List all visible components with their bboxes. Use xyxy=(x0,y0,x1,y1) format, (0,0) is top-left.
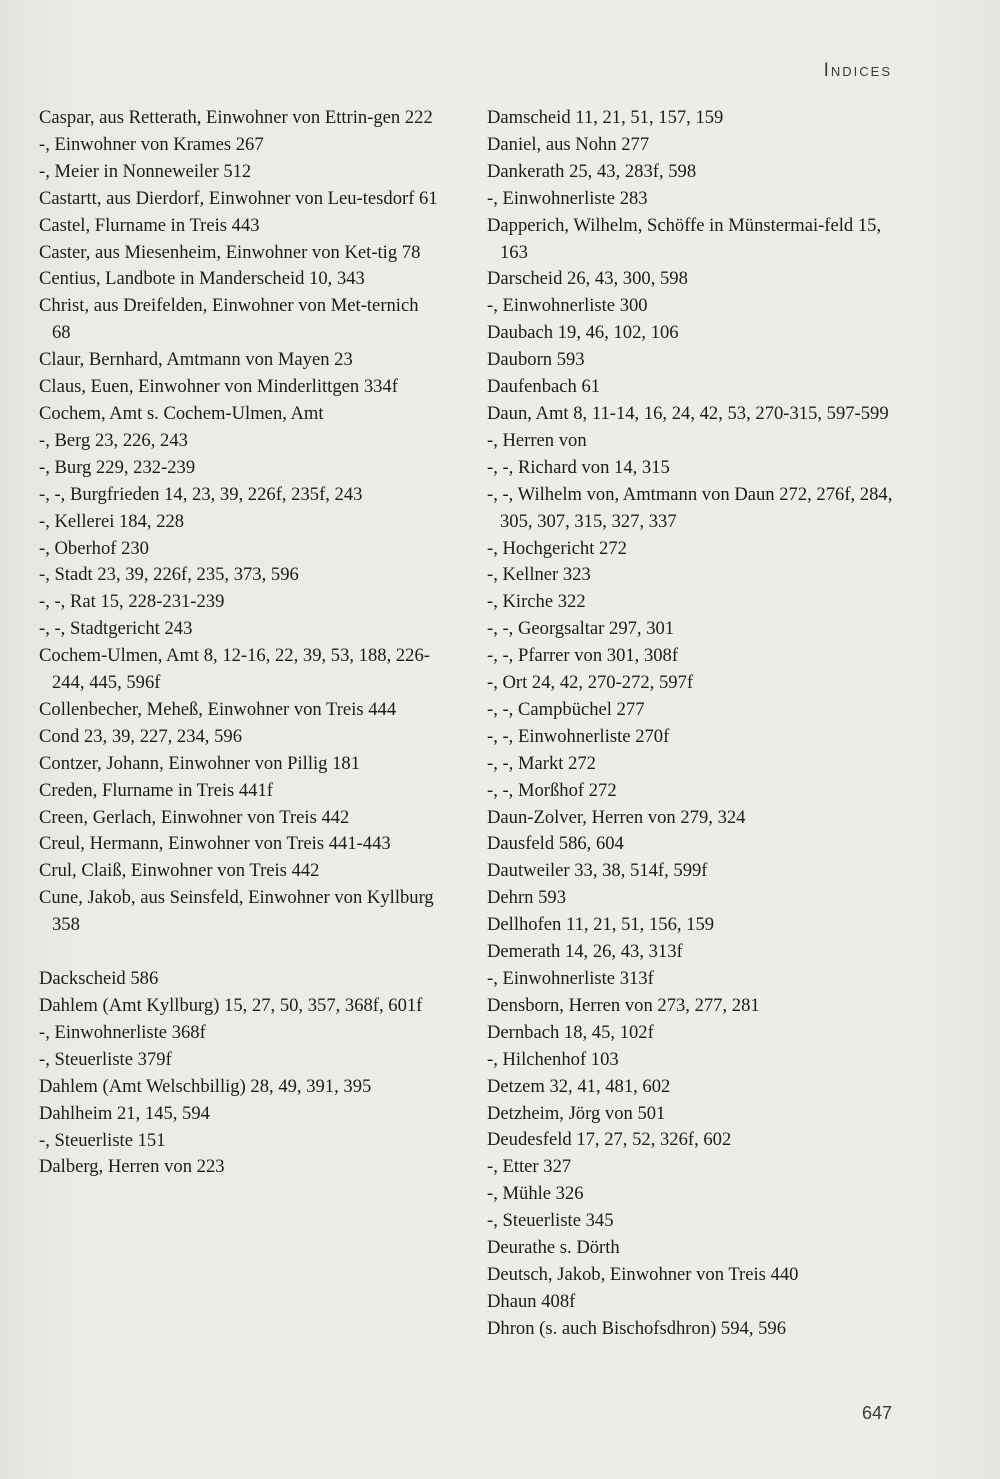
index-entry: Deudesfeld 17, 27, 52, 326f, 602 xyxy=(487,1129,732,1151)
index-entry: -, Steuerliste 151 xyxy=(39,1129,166,1151)
index-entry: Detzheim, Jörg von 501 xyxy=(487,1102,666,1124)
index-entry: Daniel, aus Nohn 277 xyxy=(487,133,650,155)
index-entry: Creden, Flurname in Treis 441f xyxy=(39,779,273,801)
index-column-left xyxy=(39,105,439,1181)
index-entry: -, -, Georgsaltar 297, 301 xyxy=(487,618,675,640)
index-entry: -, Einwohnerliste 368f xyxy=(39,1021,206,1043)
index-entry: Daun, Amt 8, 11-14, 16, 24, 42, 53, 270-315, 597-599 xyxy=(487,402,889,424)
index-entry: Dahlheim 21, 145, 594 xyxy=(39,1102,210,1124)
index-entry: Dernbach 18, 45, 102f xyxy=(487,1021,654,1043)
index-entry: Dahlem (Amt Welschbillig) 28, 49, 391, 395 xyxy=(39,1075,372,1097)
index-entry: Dankerath 25, 43, 283f, 598 xyxy=(487,160,697,182)
index-entry: Dellhofen 11, 21, 51, 156, 159 xyxy=(487,914,715,936)
index-entry: Demerath 14, 26, 43, 313f xyxy=(487,941,683,963)
index-entry: -, Burg 229, 232-239 xyxy=(39,456,196,478)
index-entry: Crul, Claiß, Einwohner von Treis 442 xyxy=(39,860,320,882)
index-entry: -, Mühle 326 xyxy=(487,1183,584,1205)
index-entry: -, Kellerei 184, 228 xyxy=(39,510,185,532)
index-entry: -, Hochgericht 272 xyxy=(487,537,627,559)
index-entry: Dhron (s. auch Bischofsdhron) 594, 596 xyxy=(487,1317,787,1339)
index-entry: Dausfeld 586, 604 xyxy=(487,833,624,855)
index-entry: -, Hilchenhof 103 xyxy=(487,1048,619,1070)
index-entry: Collenbecher, Meheß, Einwohner von Treis 444 xyxy=(39,698,397,720)
index-entry: -, Steuerliste 345 xyxy=(487,1210,614,1232)
index-entry: -, Einwohner von Krames 267 xyxy=(39,133,264,155)
index-entry: -, -, Einwohnerliste 270f xyxy=(487,725,670,747)
index-entry: -, -, Campbüchel 277 xyxy=(487,698,645,720)
index-entry: Deutsch, Jakob, Einwohner von Treis 440 xyxy=(487,1263,799,1285)
index-entry: Cune, Jakob, aus Seinsfeld, Einwohner von Kyllburg 358 xyxy=(39,887,434,936)
index-entry: -, -, Richard von 14, 315 xyxy=(487,456,670,478)
index-entry: Centius, Landbote in Manderscheid 10, 343 xyxy=(39,268,365,290)
index-entry: -, Herren von xyxy=(487,429,587,451)
index-entry: -, -, Burgfrieden 14, 23, 39, 226f, 235f, 243 xyxy=(39,483,363,505)
index-entry: Dapperich, Wilhelm, Schöffe in Münstermai-feld 15, 163 xyxy=(487,214,882,263)
index-entry: -, -, Wilhelm von, Amtmann von Daun 272, 276f, 284, 305, 307, 315, 327, 337 xyxy=(487,483,893,532)
index-entry: Detzem 32, 41, 481, 602 xyxy=(487,1075,671,1097)
index-entry: -, -, Rat 15, 228-231-239 xyxy=(39,591,225,613)
index-entry: -, Stadt 23, 39, 226f, 235, 373, 596 xyxy=(39,564,299,586)
index-entry: Creul, Hermann, Einwohner von Treis 441-443 xyxy=(39,833,391,855)
index-entry: Damscheid 11, 21, 51, 157, 159 xyxy=(487,107,724,128)
index-entry: -, -, Morßhof 272 xyxy=(487,779,617,801)
letter-section-gap xyxy=(39,939,439,966)
index-entry: Dehrn 593 xyxy=(487,887,567,909)
index-entry: Darscheid 26, 43, 300, 598 xyxy=(487,268,688,290)
index-entry: Castartt, aus Dierdorf, Einwohner von Leu-tesdorf 61 xyxy=(39,187,438,209)
running-head: Indices xyxy=(823,60,892,81)
index-entry: -, -, Markt 272 xyxy=(487,752,596,774)
index-entry: -, Steuerliste 379f xyxy=(39,1048,172,1070)
index-entry: Cochem, Amt s. Cochem-Ulmen, Amt xyxy=(39,402,324,424)
index-entry: Daubach 19, 46, 102, 106 xyxy=(487,322,679,344)
index-entry: Dahlem (Amt Kyllburg) 15, 27, 50, 357, 368f, 601f xyxy=(39,995,423,1016)
index-entry: Dautweiler 33, 38, 514f, 599f xyxy=(487,860,708,882)
index-entry: Contzer, Johann, Einwohner von Pillig 181 xyxy=(39,752,360,774)
index-entry: -, -, Stadtgericht 243 xyxy=(39,618,193,640)
index-entry: -, Etter 327 xyxy=(487,1156,572,1178)
index-entry: Creen, Gerlach, Einwohner von Treis 442 xyxy=(39,806,350,828)
index-entry: Christ, aus Dreifelden, Einwohner von Met-ternich 68 xyxy=(39,295,419,344)
index-entry: Cond 23, 39, 227, 234, 596 xyxy=(39,725,242,747)
index-entry: Deurathe s. Dörth xyxy=(487,1237,620,1259)
index-entry: Dalberg, Herren von 223 xyxy=(39,1156,225,1178)
index-entry: Densborn, Herren von 273, 277, 281 xyxy=(487,994,760,1016)
index-entry: -, Einwohnerliste 300 xyxy=(487,295,648,317)
index-entry: -, Ort 24, 42, 270-272, 597f xyxy=(487,672,694,694)
index-entry: Daufenbach 61 xyxy=(487,376,601,398)
index-entry: Castel, Flurname in Treis 443 xyxy=(39,214,260,236)
index-entry: Dauborn 593 xyxy=(487,349,585,371)
index-entry: Claur, Bernhard, Amtmann von Mayen 23 xyxy=(39,349,353,371)
index-entry: -, Kellner 323 xyxy=(487,564,591,586)
index-entry: Caster, aus Miesenheim, Einwohner von Ket-tig 78 xyxy=(39,241,421,263)
index-entry: -, Berg 23, 226, 243 xyxy=(39,429,188,451)
page-number: 647 xyxy=(861,1403,892,1423)
index-entry: -, Oberhof 230 xyxy=(39,537,149,559)
index-entry: Dhaun 408f xyxy=(487,1290,576,1312)
index-entry: -, Meier in Nonneweiler 512 xyxy=(39,160,252,182)
index-entry: Claus, Euen, Einwohner von Minderlittgen 334f xyxy=(39,376,398,398)
index-column-right xyxy=(487,105,907,1343)
index-entry: Daun-Zolver, Herren von 279, 324 xyxy=(487,806,746,828)
index-entry: Dackscheid 586 xyxy=(39,968,159,990)
index-entry: Cochem-Ulmen, Amt 8, 12-16, 22, 39, 53, 188, 226-244, 445, 596f xyxy=(39,645,430,694)
index-entry: -, -, Pfarrer von 301, 308f xyxy=(487,645,679,667)
index-entry: -, Einwohnerliste 283 xyxy=(487,187,648,209)
index-entry: -, Kirche 322 xyxy=(487,591,586,613)
index-entry: Caspar, aus Retterath, Einwohner von Ettrin-gen 222 xyxy=(39,107,433,128)
index-entry: -, Einwohnerliste 313f xyxy=(487,968,654,989)
